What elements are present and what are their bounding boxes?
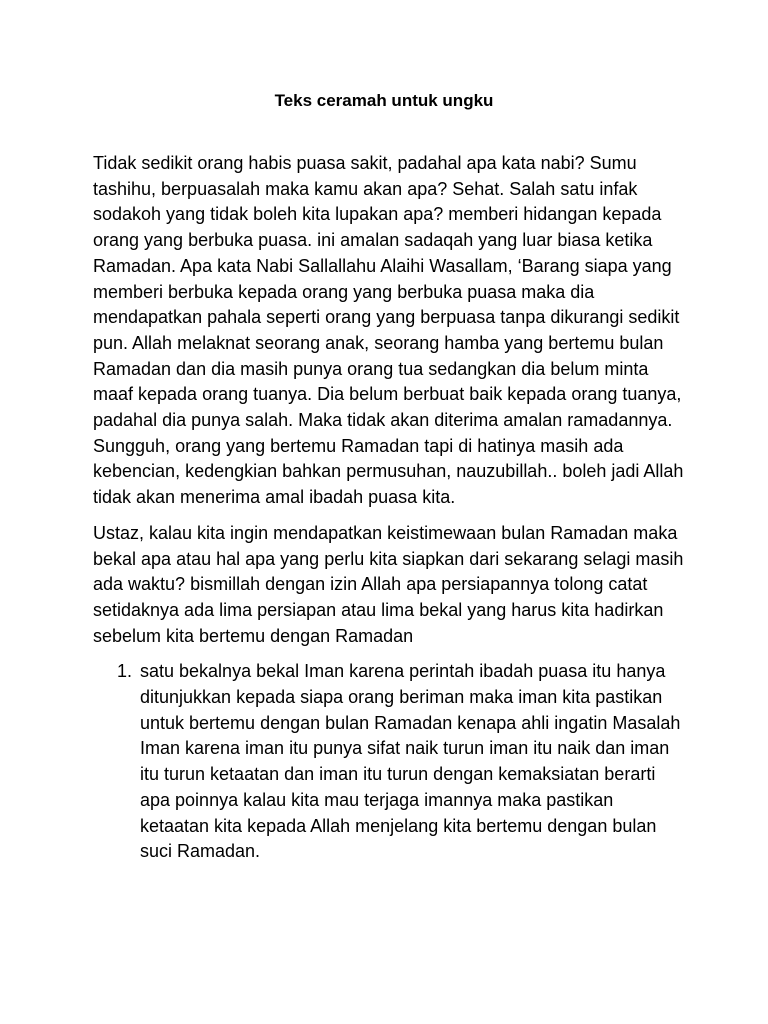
document-title: Teks ceramah untuk ungku bbox=[274, 91, 494, 110]
numbered-list bbox=[93, 659, 685, 865]
list-item bbox=[93, 659, 685, 865]
list-item-text: satu bekalnya bekal Iman karena perintah ibadah puasa itu hanya ditunjukkan kepada siapa orang beriman maka iman kita pastikan untuk bertemu dengan bulan Ramadan kenapa ahli ingatin Masalah Iman karena iman itu punya sifat naik turun iman itu naik dan iman itu turun ketaatan dan iman itu turun dengan kemaksiatan berarti apa poinnya kalau kita mau terjaga imannya maka pastikan ketaatan kita kepada Allah menjelang kita bertemu dengan bulan suci Ramadan. bbox=[140, 661, 681, 862]
document-body bbox=[93, 151, 685, 865]
list-item-number: 1. bbox=[117, 661, 133, 682]
paragraph-1: Tidak sedikit orang habis puasa sakit, padahal apa kata nabi? Sumu tashihu, berpuasalah maka kamu akan apa? Sehat. Salah satu infak sodakoh yang tidak boleh kita lupakan apa? memberi hidangan kepada orang yang berbuka puasa. ini amalan sadaqah yang luar biasa ketika Ramadan. Apa kata Nabi Sallallahu Alaihi Wasallam, ‘Barang siapa yang memberi berbuka kepada orang yang berbuka puasa maka dia mendapatkan pahala seperti orang yang berpuasa tanpa dikurangi sedikit pun. Allah melaknat seorang anak, seorang hamba yang bertemu bulan Ramadan dan dia masih punya orang tua sedangkan dia belum minta maaf kepada orang tuanya. Dia belum berbuat baik kepada orang tuanya, padahal dia punya salah. Maka tidak akan diterima amalan ramadannya. Sungguh, orang yang bertemu Ramadan tapi di hatinya masih ada kebencian, kedengkian bahkan permusuhan, nauzubillah.. boleh jadi Allah tidak akan menerima amal ibadah puasa kita. bbox=[93, 153, 684, 508]
paragraph-2: Ustaz, kalau kita ingin mendapatkan keistimewaan bulan Ramadan maka bekal apa atau hal apa yang perlu kita siapkan dari sekarang selagi masih ada waktu? bismillah dengan izin Allah apa persiapannya tolong catat setidaknya ada lima persiapan atau lima bekal yang harus kita hadirkan sebelum kita bertemu dengan Ramadan bbox=[93, 522, 684, 646]
